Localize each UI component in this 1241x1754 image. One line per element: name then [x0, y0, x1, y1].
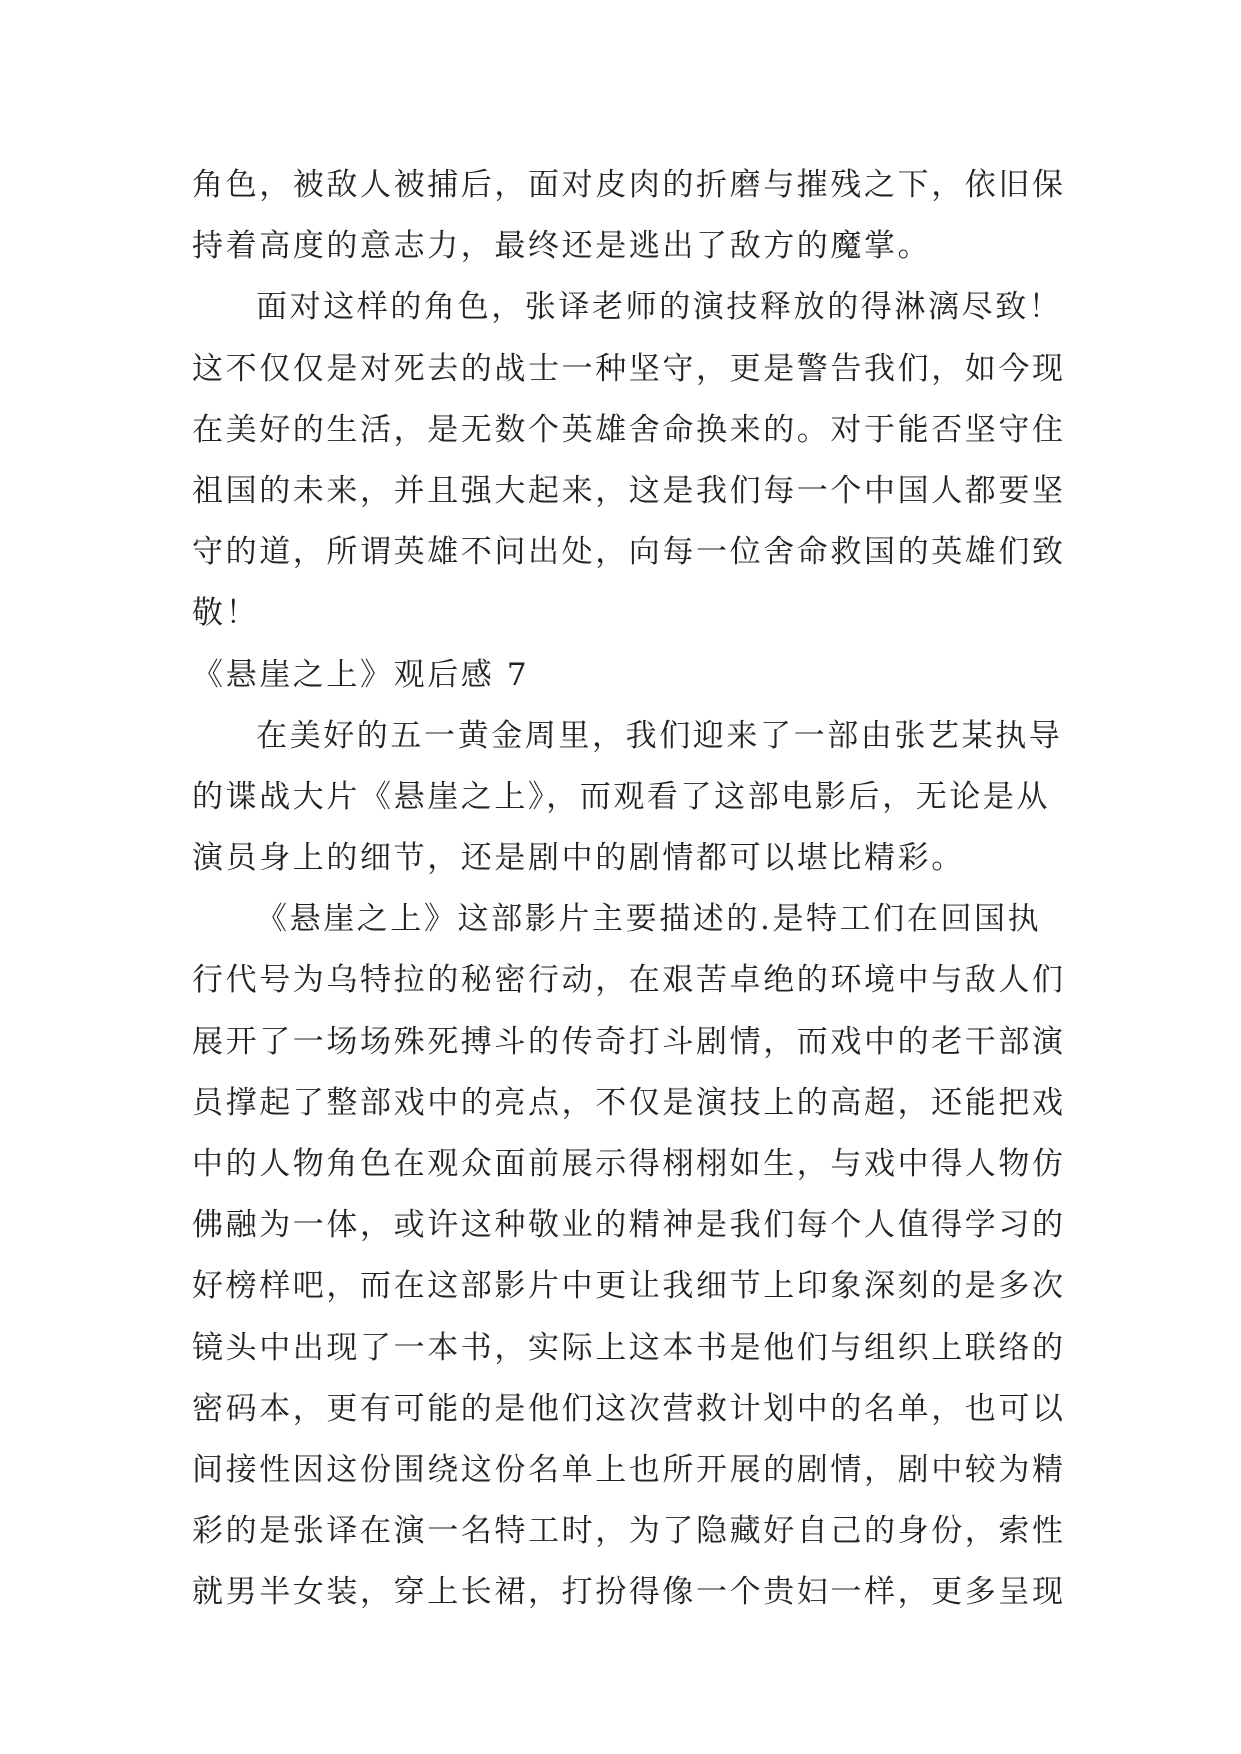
- text-line: 佛融为一体，或许这种敬业的精神是我们每个人值得学习的: [192, 1207, 1066, 1244]
- text-line: 面对这样的角色，张译老师的演技释放的得淋漓尽致！: [256, 289, 1063, 326]
- text-line: 中的人物角色在观众面前展示得栩栩如生，与戏中得人物仿: [192, 1146, 1066, 1182]
- text-line: 行代号为乌特拉的秘密行动，在艰苦卓绝的环境中与敌人们: [192, 962, 1066, 999]
- text-line: 就男半女装，穿上长裙，打扮得像一个贵妇一样，更多呈现: [192, 1574, 1066, 1611]
- text-line: 镜头中出现了一本书，实际上这本书是他们与组织上联络的: [192, 1329, 1066, 1366]
- section-heading: [192, 645, 1052, 706]
- text-line: 角色，被敌人被捕后，面对皮肉的折磨与摧残之下，依旧保: [192, 167, 1066, 203]
- text-line: 《悬崖之上》这部影片主要描述的.是特工们在回国执: [256, 901, 1042, 938]
- text-line: 好榜样吧，而在这部影片中更让我细节上印象深刻的是多次: [192, 1268, 1066, 1305]
- text-line: 敬！: [192, 595, 260, 632]
- text-line: 在美好的生活，是无数个英雄舍命换来的。对于能否坚守住: [192, 411, 1066, 448]
- heading-text: 《悬崖之上》观后感 7: [192, 656, 530, 693]
- text-line: 的谍战大片《悬崖之上》，而观看了这部电影后，无论是从: [192, 778, 1051, 815]
- text-line: 员撑起了整部戏中的亮点，不仅是演技上的高超，还能把戏: [192, 1084, 1066, 1121]
- text-line: 间接性因这份围绕这份名单上也所开展的剧情，剧中较为精: [192, 1451, 1066, 1488]
- text-line: 演员身上的细节，还是剧中的剧情都可以堪比精彩。: [192, 840, 965, 877]
- text-line: 祖国的未来，并且强大起来，这是我们每一个中国人都要坚: [192, 472, 1066, 509]
- document-body: [192, 155, 1066, 1624]
- paragraph-tribute: [192, 277, 1066, 644]
- text-line: 持着高度的意志力，最终还是逃出了敌方的魔掌。: [192, 228, 932, 265]
- text-line: 密码本，更有可能的是他们这次营救计划中的名单，也可以: [192, 1390, 1066, 1427]
- text-line: 彩的是张译在演一名特工时，为了隐藏好自己的身份，索性: [192, 1513, 1066, 1550]
- text-line: 守的道，所谓英雄不问出处，向每一位舍命救国的英雄们致: [192, 534, 1066, 571]
- paragraph-continuation: [192, 155, 1066, 277]
- text-line: 展开了一场场殊死搏斗的传奇打斗剧情，而戏中的老干部演: [192, 1023, 1066, 1060]
- text-line: 这不仅仅是对死去的战士一种坚守，更是警告我们，如今现: [192, 350, 1066, 387]
- paragraph-plot: [192, 889, 1066, 1623]
- paragraph-intro: [192, 706, 1063, 890]
- text-line: 在美好的五一黄金周里，我们迎来了一部由张艺某执导: [256, 717, 1063, 754]
